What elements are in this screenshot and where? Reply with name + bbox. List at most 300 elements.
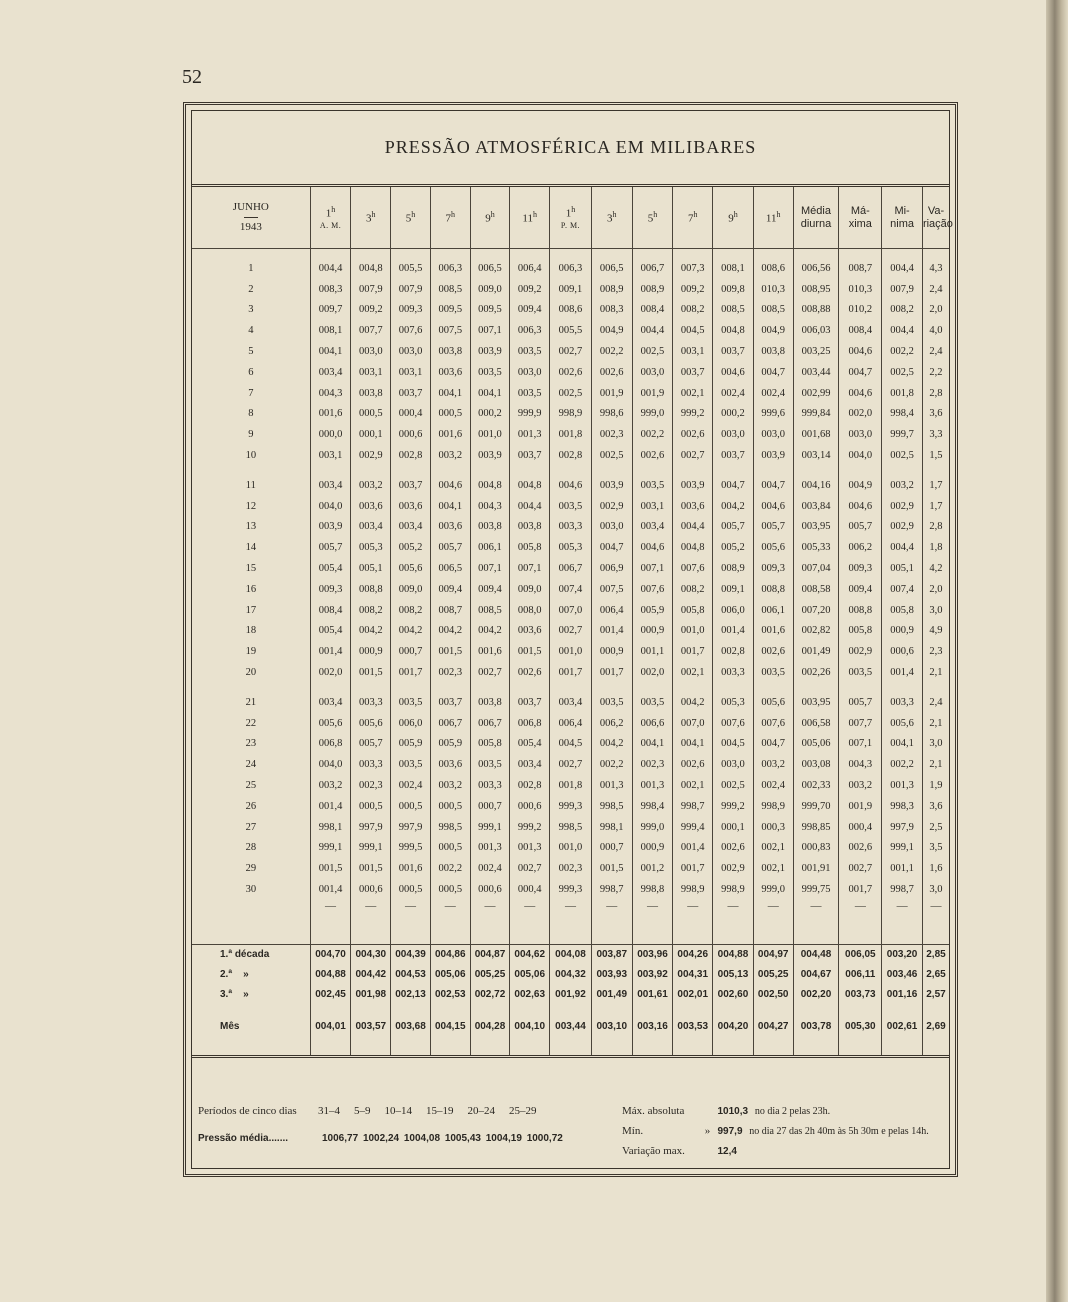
spacer-cell	[713, 249, 754, 259]
value-cell: 001,0	[550, 641, 592, 662]
value-cell: 000,9	[632, 621, 673, 642]
value-cell: 008,1	[310, 320, 351, 341]
value-cell: 000,1	[713, 817, 754, 838]
spacer-cell	[632, 916, 673, 945]
value-cell: 3,3	[922, 424, 949, 445]
summary-value-cell: 003,87	[591, 944, 632, 965]
value-cell: 004,6	[839, 341, 882, 362]
header-am: A. M.	[319, 220, 342, 230]
value-cell: 003,3	[713, 662, 754, 683]
value-cell: 009,5	[430, 300, 470, 321]
value-cell: 004,7	[753, 734, 793, 755]
value-cell: 001,4	[713, 621, 754, 642]
value-cell: 1,6	[922, 858, 949, 879]
value-cell: 008,4	[632, 300, 673, 321]
value-cell: 008,7	[839, 258, 882, 279]
value-cell: 007,20	[793, 600, 839, 621]
summary-value-cell: 005,25	[470, 965, 510, 985]
summary-value-cell: 004,01	[310, 1017, 351, 1037]
value-cell: 008,9	[591, 279, 632, 300]
spacer-cell	[673, 249, 713, 259]
value-cell: 004,2	[591, 734, 632, 755]
spacer-cell	[793, 916, 839, 945]
value-cell: 000,7	[470, 796, 510, 817]
value-cell: 001,4	[310, 641, 351, 662]
summary-value-cell: 004,39	[391, 944, 431, 965]
value-cell: 4,9	[922, 621, 949, 642]
value-cell: 003,8	[510, 517, 550, 538]
day-cell: 8	[248, 408, 254, 420]
value-cell: 002,1	[673, 383, 713, 404]
pressure-table	[192, 187, 953, 1058]
value-cell: 003,0	[510, 362, 550, 383]
period-item: 15–19	[426, 1105, 454, 1117]
table-row	[192, 817, 949, 838]
table-title: PRESSÃO ATMOSFÉRICA EM MILIBARES	[384, 137, 757, 157]
day-cell: 10	[245, 450, 257, 462]
value-cell: 009,7	[310, 300, 351, 321]
value-cell: 003,4	[550, 692, 592, 713]
day-cell: 11	[245, 479, 256, 491]
value-cell: 2,0	[922, 300, 949, 321]
value-cell: 008,8	[839, 600, 882, 621]
value-cell: 006,7	[430, 713, 470, 734]
table-row	[192, 838, 949, 859]
summary-value-cell: 005,06	[430, 965, 470, 985]
value-cell: 008,4	[310, 600, 351, 621]
value-cell: 004,7	[753, 475, 793, 496]
spacer-cell	[632, 1005, 673, 1017]
value-cell: 999,0	[753, 879, 793, 900]
value-cell: 002,82	[793, 621, 839, 642]
value-cell: 998,4	[632, 796, 673, 817]
value-cell: 004,8	[713, 320, 754, 341]
title-box	[192, 111, 949, 187]
value-cell: 002,7	[470, 662, 510, 683]
summary-value-cell: 003,68	[391, 1017, 431, 1037]
dash-cell: —	[470, 900, 510, 916]
value-cell: 001,6	[753, 621, 793, 642]
value-cell: 009,4	[839, 579, 882, 600]
value-cell: 003,9	[673, 475, 713, 496]
table-row	[192, 600, 949, 621]
value-cell: 004,6	[839, 496, 882, 517]
value-cell: 001,8	[550, 775, 592, 796]
spacer-cell	[550, 1037, 592, 1057]
value-cell: 003,8	[470, 517, 510, 538]
header-hour-3am: 3$^h$	[351, 187, 391, 249]
value-cell: 001,7	[591, 662, 632, 683]
value-cell: 009,2	[351, 300, 391, 321]
spacer-cell	[591, 249, 632, 259]
table-row	[192, 879, 949, 900]
value-cell: 998,7	[591, 879, 632, 900]
value-cell: 006,3	[550, 258, 592, 279]
value-cell: 997,9	[351, 817, 391, 838]
value-cell: 002,4	[753, 775, 793, 796]
day-cell: 22	[245, 717, 257, 729]
value-cell: 000,6	[351, 879, 391, 900]
summary-label-cell: 2.ª »	[220, 969, 249, 981]
spacer-cell	[351, 466, 391, 475]
spacer-cell	[753, 1005, 793, 1017]
book-binding-edge	[1046, 0, 1068, 1302]
value-cell: 004,4	[510, 496, 550, 517]
day-cell: 15	[245, 563, 257, 575]
value-cell: 004,1	[470, 383, 510, 404]
day-cell: 23	[245, 738, 257, 750]
dash-cell: —	[632, 900, 673, 916]
spacer-cell	[430, 916, 470, 945]
spacer-row	[192, 916, 949, 945]
value-cell: 005,2	[391, 537, 431, 558]
value-cell: 000,3	[753, 817, 793, 838]
value-cell: 998,1	[310, 817, 351, 838]
period-item: 10–14	[384, 1105, 412, 1117]
value-cell: 002,2	[591, 754, 632, 775]
summary-value-cell: 002,20	[793, 985, 839, 1005]
spacer-cell	[391, 1037, 431, 1057]
header-row	[192, 187, 949, 249]
value-cell: 006,0	[713, 600, 754, 621]
value-cell: 003,25	[793, 341, 839, 362]
value-cell: 006,0	[391, 713, 431, 734]
value-cell: 000,1	[351, 424, 391, 445]
spacer-cell	[753, 466, 793, 475]
day-cell: 29	[245, 863, 257, 875]
value-cell: 009,5	[470, 300, 510, 321]
value-cell: 001,5	[351, 662, 391, 683]
dash-cell: —	[591, 900, 632, 916]
value-cell: 007,6	[753, 713, 793, 734]
spacer-cell	[192, 683, 310, 692]
value-cell: 004,2	[673, 692, 713, 713]
value-cell: 000,5	[391, 796, 431, 817]
summary-value-cell: 004,62	[510, 944, 550, 965]
value-cell: 004,8	[510, 475, 550, 496]
summary-label-cell: 3.ª »	[220, 989, 249, 1001]
value-cell: 005,1	[351, 558, 391, 579]
day-cell: 17	[245, 604, 257, 616]
value-cell: 005,6	[753, 692, 793, 713]
value-cell: 003,8	[753, 341, 793, 362]
footer	[192, 1087, 949, 1177]
pressure-mean-value: 1002,24	[362, 1133, 400, 1144]
spacer-cell	[550, 1005, 592, 1017]
table-row	[192, 279, 949, 300]
value-cell: 999,1	[351, 838, 391, 859]
value-cell: 005,6	[310, 713, 351, 734]
spacer-cell	[550, 249, 592, 259]
value-cell: 000,4	[391, 404, 431, 425]
value-cell: 003,5	[510, 341, 550, 362]
value-cell: 000,0	[310, 424, 351, 445]
value-cell: 002,26	[793, 662, 839, 683]
value-cell: 004,6	[839, 383, 882, 404]
value-cell: 005,4	[310, 621, 351, 642]
value-cell: 000,5	[351, 796, 391, 817]
value-cell: 004,1	[430, 496, 470, 517]
summary-value-cell: 004,26	[673, 944, 713, 965]
value-cell: 007,3	[673, 258, 713, 279]
spacer-cell	[839, 249, 882, 259]
spacer-row	[192, 466, 949, 475]
value-cell: 2,5	[922, 817, 949, 838]
spacer-cell	[310, 683, 351, 692]
spacer-cell	[510, 916, 550, 945]
spacer-cell	[351, 1037, 391, 1057]
value-cell: 999,9	[510, 404, 550, 425]
header-maxima: Má- xima	[839, 187, 882, 249]
summary-value-cell: 003,16	[632, 1017, 673, 1037]
value-cell: 998,9	[550, 404, 592, 425]
value-cell: 003,0	[391, 341, 431, 362]
header-hour-3pm: 3$^h$	[591, 187, 632, 249]
spacer-cell	[793, 466, 839, 475]
value-cell: 004,6	[713, 362, 754, 383]
value-cell: 001,6	[310, 404, 351, 425]
spacer-cell	[632, 249, 673, 259]
value-cell: 003,5	[510, 383, 550, 404]
value-cell: 002,8	[713, 641, 754, 662]
day-cell: 30	[245, 884, 257, 895]
spacer-cell	[839, 683, 882, 692]
value-cell: 001,8	[550, 424, 592, 445]
value-cell: 009,3	[753, 558, 793, 579]
value-cell: 001,6	[391, 858, 431, 879]
value-cell: 003,2	[351, 475, 391, 496]
value-cell: 003,0	[713, 424, 754, 445]
value-cell: 003,4	[310, 692, 351, 713]
value-cell: 000,83	[793, 838, 839, 859]
summary-value-cell: 004,31	[673, 965, 713, 985]
value-cell: 008,2	[351, 600, 391, 621]
value-cell: 007,9	[882, 279, 923, 300]
value-cell: 003,6	[673, 496, 713, 517]
value-cell: 003,0	[713, 754, 754, 775]
value-cell: 006,03	[793, 320, 839, 341]
value-cell: 003,0	[351, 341, 391, 362]
table-row	[192, 796, 949, 817]
spacer-cell	[192, 1005, 310, 1017]
value-cell: 003,7	[510, 692, 550, 713]
summary-value-cell: 005,06	[510, 965, 550, 985]
value-cell: 002,9	[713, 858, 754, 879]
value-cell: 006,5	[591, 258, 632, 279]
value-cell: 999,0	[632, 817, 673, 838]
value-cell: 005,7	[839, 517, 882, 538]
value-cell: 999,6	[753, 404, 793, 425]
spacer-cell	[510, 466, 550, 475]
value-cell: 007,6	[673, 558, 713, 579]
dash-cell: —	[391, 900, 431, 916]
value-cell: 004,4	[882, 258, 923, 279]
value-cell: 007,6	[391, 320, 431, 341]
value-cell: 003,7	[510, 445, 550, 466]
value-cell: 002,2	[882, 341, 923, 362]
value-cell: 002,3	[351, 775, 391, 796]
value-cell: 001,0	[470, 424, 510, 445]
value-cell: 005,4	[310, 558, 351, 579]
summary-value-cell: 004,67	[793, 965, 839, 985]
table-row	[192, 445, 949, 466]
table-row	[192, 621, 949, 642]
value-cell: 000,6	[882, 641, 923, 662]
summary-value-cell: 003,96	[632, 944, 673, 965]
value-cell: 007,4	[882, 579, 923, 600]
value-cell: 001,49	[793, 641, 839, 662]
day-cell: 14	[245, 542, 257, 554]
value-cell: 008,1	[713, 258, 754, 279]
value-cell: 998,6	[591, 404, 632, 425]
summary-value-cell: 006,11	[839, 965, 882, 985]
header-minima: Mi- nima	[882, 187, 923, 249]
value-cell: 998,1	[591, 817, 632, 838]
value-cell: 4,0	[922, 320, 949, 341]
value-cell: 999,0	[632, 404, 673, 425]
header-dash	[244, 217, 258, 218]
dash-cell: —	[550, 900, 592, 916]
value-cell: 003,2	[839, 775, 882, 796]
value-cell: 000,2	[470, 404, 510, 425]
pressure-mean-value: 1006,77	[322, 1133, 359, 1144]
value-cell: 001,0	[673, 621, 713, 642]
value-cell: 004,3	[310, 383, 351, 404]
value-cell: 004,2	[713, 496, 754, 517]
value-cell: 006,7	[470, 713, 510, 734]
summary-value-cell: 004,48	[793, 944, 839, 965]
value-cell: 001,6	[430, 424, 470, 445]
value-cell: 007,6	[713, 713, 754, 734]
value-cell: 007,6	[632, 579, 673, 600]
summary-value-cell: 004,88	[310, 965, 351, 985]
summary-value-cell: 003,10	[591, 1017, 632, 1037]
value-cell: 003,8	[470, 692, 510, 713]
summary-label-cell: Mês	[220, 1021, 240, 1033]
value-cell: 002,7	[550, 341, 592, 362]
value-cell: 007,0	[673, 713, 713, 734]
value-cell: 002,1	[753, 838, 793, 859]
value-cell: 005,3	[713, 692, 754, 713]
summary-value-cell: 004,30	[351, 944, 391, 965]
value-cell: 005,4	[510, 734, 550, 755]
min-absolute-value: 997,9	[717, 1126, 743, 1137]
value-cell: 005,6	[391, 558, 431, 579]
value-cell: 3,6	[922, 796, 949, 817]
value-cell: 998,9	[713, 879, 754, 900]
summary-value-cell: 004,87	[470, 944, 510, 965]
variation-max-label: Variação max.	[622, 1145, 685, 1157]
value-cell: 004,3	[839, 754, 882, 775]
value-cell: 004,4	[882, 320, 923, 341]
value-cell: 005,8	[882, 600, 923, 621]
summary-value-cell: 003,73	[839, 985, 882, 1005]
value-cell: 009,4	[430, 579, 470, 600]
summary-value-cell: 2,57	[922, 985, 949, 1005]
summary-value-cell: 004,20	[713, 1017, 754, 1037]
value-cell: 010,3	[753, 279, 793, 300]
value-cell: 2,3	[922, 641, 949, 662]
pressure-mean-value: 1000,72	[526, 1133, 563, 1144]
spacer-cell	[793, 249, 839, 259]
page-number: 52	[182, 66, 202, 88]
spacer-cell	[793, 683, 839, 692]
value-cell: 003,7	[713, 445, 754, 466]
value-cell: 001,9	[839, 796, 882, 817]
spacer-cell	[192, 466, 310, 475]
spacer-cell	[632, 1037, 673, 1057]
table-row	[192, 404, 949, 425]
value-cell: 001,3	[470, 838, 510, 859]
day-cell: 1	[248, 262, 254, 274]
spacer-cell	[753, 916, 793, 945]
value-cell: 002,8	[510, 775, 550, 796]
value-cell: 2,1	[922, 754, 949, 775]
summary-value-cell: 004,86	[430, 944, 470, 965]
header-hour-11pm: 11$^h$	[753, 187, 793, 249]
value-cell: 002,5	[882, 362, 923, 383]
value-cell: 008,5	[470, 600, 510, 621]
value-cell: 005,9	[391, 734, 431, 755]
value-cell: 002,6	[673, 424, 713, 445]
summary-label-cell: 1.ª década	[220, 949, 270, 961]
summary-row	[192, 965, 949, 985]
value-cell: 002,2	[882, 754, 923, 775]
value-cell: 001,7	[839, 879, 882, 900]
value-cell: 007,1	[839, 734, 882, 755]
day-cell: 2	[248, 283, 254, 295]
variation-max-value: 12,4	[717, 1146, 737, 1157]
summary-value-cell: 2,85	[922, 944, 949, 965]
spacer-cell	[430, 683, 470, 692]
max-absolute-line	[622, 1101, 962, 1121]
value-cell: 002,3	[430, 662, 470, 683]
spacer-cell	[470, 916, 510, 945]
value-cell: 002,7	[510, 858, 550, 879]
value-cell: 999,3	[550, 796, 592, 817]
value-cell: 001,7	[673, 641, 713, 662]
value-cell: 001,6	[470, 641, 510, 662]
value-cell: 006,5	[430, 558, 470, 579]
value-cell: 003,5	[753, 662, 793, 683]
value-cell: 002,9	[839, 641, 882, 662]
header-media-diurna: Média diurna	[793, 187, 839, 249]
spacer-cell	[351, 683, 391, 692]
value-cell: 001,3	[510, 424, 550, 445]
value-cell: 003,7	[391, 383, 431, 404]
value-cell: 009,8	[713, 279, 754, 300]
value-cell: 008,2	[882, 300, 923, 321]
day-cell: 7	[248, 387, 254, 399]
value-cell: 008,9	[632, 279, 673, 300]
table-row	[192, 775, 949, 796]
spacer-cell	[430, 1005, 470, 1017]
summary-value-cell: 004,97	[753, 944, 793, 965]
value-cell: 006,9	[591, 558, 632, 579]
value-cell: 001,5	[430, 641, 470, 662]
summary-value-cell: 004,32	[550, 965, 592, 985]
spacer-cell	[430, 249, 470, 259]
spacer-cell	[391, 1005, 431, 1017]
value-cell: 009,4	[470, 579, 510, 600]
value-cell: 008,3	[591, 300, 632, 321]
table-frame-inner	[191, 110, 953, 1169]
value-cell: 002,0	[632, 662, 673, 683]
value-cell: 003,08	[793, 754, 839, 775]
value-cell: 005,2	[713, 537, 754, 558]
value-cell: 000,5	[430, 838, 470, 859]
value-cell: 003,2	[430, 445, 470, 466]
